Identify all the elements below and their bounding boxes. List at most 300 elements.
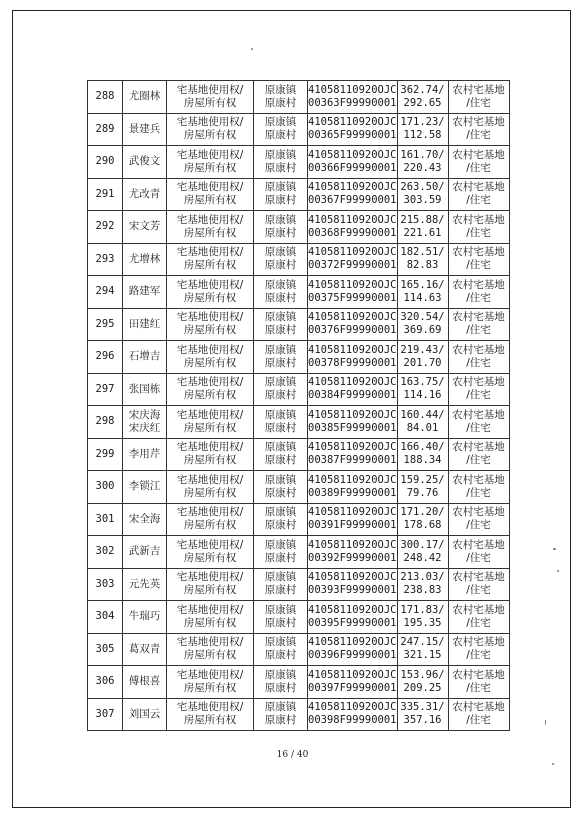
- cell-parcel-code-line: 00372F99990001: [308, 259, 397, 272]
- cell-land-use-line: /住宅: [466, 291, 491, 304]
- cell-location-line: 原康镇: [264, 603, 297, 616]
- cell-parcel-code-line: 41058110920OJC: [308, 701, 397, 714]
- cell-parcel-code-line: 41058110920OJC: [308, 83, 397, 96]
- cell-location-line: 原康村: [264, 454, 297, 467]
- cell-location-line: 原康镇: [264, 538, 297, 551]
- scan-speck: [553, 548, 556, 550]
- cell-parcel-code: [308, 536, 398, 569]
- cell-area: [397, 503, 448, 536]
- owner-name: 武新吉: [128, 545, 161, 558]
- cell-parcel-code-line: 00375F99990001: [308, 291, 397, 304]
- cell-right-type-line: 宅基地使用权/: [176, 246, 244, 259]
- cell-area-line: 215.88/: [400, 213, 445, 226]
- cell-location: [254, 601, 308, 634]
- cell-right-type: [167, 146, 254, 179]
- cell-row-number: 293: [88, 243, 123, 276]
- cell-parcel-code-line: 00393F99990001: [308, 584, 397, 597]
- table-row: [88, 568, 510, 601]
- cell-row-number: 300: [88, 471, 123, 504]
- cell-land-use-line: 农村宅基地: [452, 408, 505, 421]
- cell-owner-name: [123, 471, 167, 504]
- cell-location: [254, 536, 308, 569]
- cell-land-use-line: 农村宅基地: [452, 83, 505, 96]
- scan-speck: [251, 48, 253, 50]
- cell-land-use: [448, 438, 509, 471]
- cell-location: [254, 211, 308, 244]
- cell-right-type-line: 房屋所有权: [183, 96, 237, 109]
- cell-parcel-code-line: 00392F99990001: [308, 551, 397, 564]
- cell-right-type-line: 房屋所有权: [183, 226, 237, 239]
- cell-parcel-code-line: 41058110920OJC: [308, 311, 397, 324]
- cell-owner-name: [123, 276, 167, 309]
- cell-land-use-line: 农村宅基地: [452, 538, 505, 551]
- cell-land-use-line: 农村宅基地: [452, 278, 505, 291]
- cell-location-line: 原康镇: [264, 701, 297, 714]
- cell-row-number: 289: [88, 113, 123, 146]
- cell-row-number: 288: [88, 81, 123, 114]
- cell-land-use-line: /住宅: [466, 681, 491, 694]
- cell-area-line: 321.15: [403, 649, 442, 662]
- cell-row-number: 307: [88, 698, 123, 731]
- cell-land-use-line: 农村宅基地: [452, 311, 505, 324]
- owner-name: 张国栋: [128, 382, 161, 395]
- scan-speck: [552, 763, 554, 765]
- cell-right-type-line: 房屋所有权: [183, 356, 237, 369]
- cell-land-use-line: /住宅: [466, 161, 491, 174]
- cell-parcel-code: [308, 666, 398, 699]
- owner-name: 宋庆红: [128, 421, 161, 434]
- cell-land-use-line: 农村宅基地: [452, 571, 505, 584]
- cell-row-number: 296: [88, 341, 123, 374]
- cell-area: [397, 373, 448, 406]
- cell-land-use-line: /住宅: [466, 356, 491, 369]
- cell-location-line: 原康村: [264, 324, 297, 337]
- cell-parcel-code-line: 00385F99990001: [308, 421, 397, 434]
- cell-area-line: 221.61: [403, 226, 442, 239]
- cell-location: [254, 666, 308, 699]
- cell-area-line: 247.15/: [400, 636, 445, 649]
- cell-area-line: 238.83: [403, 584, 442, 597]
- owner-name: 尤增林: [128, 252, 161, 265]
- cell-location-line: 原康镇: [264, 181, 297, 194]
- cell-area: [397, 81, 448, 114]
- cell-parcel-code-line: 00396F99990001: [308, 649, 397, 662]
- cell-area: [397, 633, 448, 666]
- cell-parcel-code: [308, 568, 398, 601]
- cell-right-type: [167, 536, 254, 569]
- page-number: 16 / 40: [276, 750, 309, 760]
- cell-parcel-code: [308, 81, 398, 114]
- cell-row-number: 295: [88, 308, 123, 341]
- cell-right-type: [167, 601, 254, 634]
- cell-area-line: 84.01: [406, 421, 439, 434]
- cell-row-number: 304: [88, 601, 123, 634]
- owner-name: 葛双青: [128, 642, 161, 655]
- cell-land-use: [448, 698, 509, 731]
- cell-right-type: [167, 698, 254, 731]
- cell-area-line: 79.76: [406, 486, 439, 499]
- cell-location-line: 原康村: [264, 129, 297, 142]
- cell-parcel-code: [308, 178, 398, 211]
- cell-land-use-line: /住宅: [466, 226, 491, 239]
- cell-parcel-code: [308, 243, 398, 276]
- cell-land-use-line: /住宅: [466, 551, 491, 564]
- cell-land-use-line: /住宅: [466, 129, 491, 142]
- table-row: [88, 406, 510, 439]
- cell-land-use: [448, 601, 509, 634]
- cell-parcel-code-line: 00363F99990001: [308, 96, 397, 109]
- cell-land-use: [448, 666, 509, 699]
- cell-area-line: 209.25: [403, 681, 442, 694]
- cell-area-line: 213.03/: [400, 571, 445, 584]
- cell-right-type-line: 宅基地使用权/: [176, 701, 244, 714]
- cell-row-number: 291: [88, 178, 123, 211]
- cell-location-line: 原康村: [264, 259, 297, 272]
- cell-area-line: 292.65: [403, 96, 442, 109]
- cell-right-type: [167, 438, 254, 471]
- cell-location: [254, 373, 308, 406]
- cell-right-type-line: 房屋所有权: [183, 584, 237, 597]
- table-row: [88, 178, 510, 211]
- cell-land-use-line: /住宅: [466, 259, 491, 272]
- cell-area-line: 160.44/: [400, 408, 445, 421]
- cell-right-type-line: 宅基地使用权/: [176, 278, 244, 291]
- cell-right-type: [167, 276, 254, 309]
- cell-land-use-line: 农村宅基地: [452, 636, 505, 649]
- cell-parcel-code: [308, 113, 398, 146]
- cell-row-number: 290: [88, 146, 123, 179]
- cell-right-type-line: 宅基地使用权/: [176, 603, 244, 616]
- cell-area-line: 165.16/: [400, 278, 445, 291]
- cell-location-line: 原康镇: [264, 278, 297, 291]
- cell-parcel-code-line: 41058110920OJC: [308, 213, 397, 226]
- cell-land-use: [448, 471, 509, 504]
- cell-parcel-code-line: 00378F99990001: [308, 356, 397, 369]
- cell-right-type-line: 宅基地使用权/: [176, 473, 244, 486]
- cell-right-type-line: 宅基地使用权/: [176, 83, 244, 96]
- cell-location-line: 原康村: [264, 649, 297, 662]
- table-row: [88, 146, 510, 179]
- cell-owner-name: [123, 146, 167, 179]
- cell-land-use-line: /住宅: [466, 324, 491, 337]
- cell-right-type-line: 宅基地使用权/: [176, 571, 244, 584]
- cell-location-line: 原康镇: [264, 148, 297, 161]
- cell-right-type-line: 房屋所有权: [183, 551, 237, 564]
- cell-right-type-line: 房屋所有权: [183, 291, 237, 304]
- owner-name: 田建红: [128, 317, 161, 330]
- cell-parcel-code-line: 00367F99990001: [308, 194, 397, 207]
- cell-land-use: [448, 633, 509, 666]
- cell-parcel-code-line: 41058110920OJC: [308, 603, 397, 616]
- owner-name: 尤圈林: [128, 90, 161, 103]
- owner-name: 李锁江: [128, 480, 161, 493]
- cell-owner-name: [123, 503, 167, 536]
- cell-area: [397, 568, 448, 601]
- scan-speck: [545, 720, 546, 725]
- cell-parcel-code: [308, 276, 398, 309]
- cell-land-use: [448, 81, 509, 114]
- cell-parcel-code-line: 41058110920OJC: [308, 571, 397, 584]
- cell-right-type-line: 宅基地使用权/: [176, 636, 244, 649]
- cell-right-type-line: 房屋所有权: [183, 681, 237, 694]
- cell-location-line: 原康村: [264, 291, 297, 304]
- table-row: [88, 503, 510, 536]
- cell-location-line: 原康镇: [264, 246, 297, 259]
- cell-right-type-line: 房屋所有权: [183, 389, 237, 402]
- cell-area: [397, 406, 448, 439]
- cell-parcel-code-line: 41058110920OJC: [308, 636, 397, 649]
- cell-area-line: 182.51/: [400, 246, 445, 259]
- table-row: [88, 601, 510, 634]
- cell-area: [397, 308, 448, 341]
- cell-parcel-code-line: 00397F99990001: [308, 681, 397, 694]
- cell-parcel-code-line: 00368F99990001: [308, 226, 397, 239]
- table-row: [88, 341, 510, 374]
- cell-right-type-line: 宅基地使用权/: [176, 441, 244, 454]
- cell-location-line: 原康镇: [264, 83, 297, 96]
- owner-name: 傅根喜: [128, 675, 161, 688]
- cell-location: [254, 471, 308, 504]
- cell-row-number: 298: [88, 406, 123, 439]
- cell-location-line: 原康镇: [264, 116, 297, 129]
- cell-land-use: [448, 373, 509, 406]
- cell-area-line: 263.50/: [400, 181, 445, 194]
- cell-location-line: 原康村: [264, 356, 297, 369]
- cell-land-use: [448, 146, 509, 179]
- cell-area: [397, 113, 448, 146]
- cell-location-line: 原康村: [264, 551, 297, 564]
- cell-right-type-line: 宅基地使用权/: [176, 506, 244, 519]
- owner-name: 石增吉: [128, 350, 161, 363]
- table-row: [88, 243, 510, 276]
- cell-area-line: 219.43/: [400, 343, 445, 356]
- cell-owner-name: [123, 308, 167, 341]
- cell-location: [254, 81, 308, 114]
- cell-parcel-code-line: 00366F99990001: [308, 161, 397, 174]
- table-row: [88, 211, 510, 244]
- cell-parcel-code: [308, 471, 398, 504]
- cell-land-use: [448, 536, 509, 569]
- cell-area-line: 220.43: [403, 161, 442, 174]
- cell-right-type-line: 房屋所有权: [183, 194, 237, 207]
- cell-owner-name: [123, 341, 167, 374]
- cell-area: [397, 536, 448, 569]
- cell-land-use-line: 农村宅基地: [452, 213, 505, 226]
- cell-right-type: [167, 503, 254, 536]
- cell-row-number: 299: [88, 438, 123, 471]
- cell-location-line: 原康村: [264, 389, 297, 402]
- cell-right-type: [167, 81, 254, 114]
- cell-row-number: 294: [88, 276, 123, 309]
- cell-land-use-line: 农村宅基地: [452, 701, 505, 714]
- cell-right-type-line: 宅基地使用权/: [176, 311, 244, 324]
- cell-land-use-line: 农村宅基地: [452, 603, 505, 616]
- cell-right-type: [167, 406, 254, 439]
- cell-row-number: 301: [88, 503, 123, 536]
- cell-owner-name: [123, 81, 167, 114]
- cell-area-line: 153.96/: [400, 668, 445, 681]
- cell-land-use-line: /住宅: [466, 584, 491, 597]
- cell-land-use-line: 农村宅基地: [452, 116, 505, 129]
- cell-location: [254, 276, 308, 309]
- cell-right-type: [167, 666, 254, 699]
- table-row: [88, 438, 510, 471]
- cell-row-number: 303: [88, 568, 123, 601]
- cell-owner-name: [123, 113, 167, 146]
- table-row: [88, 633, 510, 666]
- cell-area-line: 320.54/: [400, 311, 445, 324]
- cell-parcel-code-line: 41058110920OJC: [308, 246, 397, 259]
- cell-owner-name: [123, 178, 167, 211]
- table-row: [88, 373, 510, 406]
- cell-location-line: 原康镇: [264, 408, 297, 421]
- cell-location-line: 原康村: [264, 519, 297, 532]
- cell-owner-name: [123, 536, 167, 569]
- cell-right-type: [167, 568, 254, 601]
- owner-name: 路建军: [128, 285, 161, 298]
- cell-land-use-line: /住宅: [466, 616, 491, 629]
- owner-name: 景建兵: [128, 122, 161, 135]
- cell-area: [397, 666, 448, 699]
- table-row: [88, 81, 510, 114]
- cell-right-type-line: 宅基地使用权/: [176, 116, 244, 129]
- cell-location-line: 原康村: [264, 681, 297, 694]
- cell-parcel-code-line: 41058110920OJC: [308, 148, 397, 161]
- owner-name: 宋全海: [128, 512, 161, 525]
- cell-parcel-code-line: 41058110920OJC: [308, 343, 397, 356]
- cell-location-line: 原康镇: [264, 506, 297, 519]
- cell-land-use-line: /住宅: [466, 519, 491, 532]
- cell-right-type: [167, 633, 254, 666]
- cell-right-type-line: 宅基地使用权/: [176, 668, 244, 681]
- cell-parcel-code-line: 00365F99990001: [308, 129, 397, 142]
- cell-parcel-code-line: 41058110920OJC: [308, 506, 397, 519]
- cell-right-type-line: 宅基地使用权/: [176, 538, 244, 551]
- cell-land-use-line: 农村宅基地: [452, 181, 505, 194]
- cell-location: [254, 406, 308, 439]
- cell-row-number: 306: [88, 666, 123, 699]
- cell-owner-name: [123, 373, 167, 406]
- cell-area-line: 300.17/: [400, 538, 445, 551]
- cell-area: [397, 471, 448, 504]
- cell-location-line: 原康村: [264, 486, 297, 499]
- cell-right-type-line: 宅基地使用权/: [176, 343, 244, 356]
- cell-land-use-line: 农村宅基地: [452, 473, 505, 486]
- cell-area: [397, 438, 448, 471]
- cell-parcel-code-line: 00376F99990001: [308, 324, 397, 337]
- cell-area-line: 171.20/: [400, 506, 445, 519]
- cell-right-type: [167, 243, 254, 276]
- cell-land-use-line: /住宅: [466, 96, 491, 109]
- cell-right-type-line: 房屋所有权: [183, 486, 237, 499]
- cell-right-type: [167, 211, 254, 244]
- cell-land-use: [448, 211, 509, 244]
- owner-name: 李用芹: [128, 447, 161, 460]
- table-row: [88, 276, 510, 309]
- cell-area: [397, 276, 448, 309]
- cell-area-line: 335.31/: [400, 701, 445, 714]
- cell-land-use-line: 农村宅基地: [452, 441, 505, 454]
- cell-location: [254, 503, 308, 536]
- owner-name: 刘国云: [128, 707, 161, 720]
- cell-land-use: [448, 113, 509, 146]
- table-row: [88, 308, 510, 341]
- cell-parcel-code: [308, 698, 398, 731]
- cell-parcel-code-line: 00395F99990001: [308, 616, 397, 629]
- owner-name: 宋文芳: [128, 220, 161, 233]
- cell-location-line: 原康镇: [264, 213, 297, 226]
- cell-parcel-code-line: 41058110920OJC: [308, 668, 397, 681]
- cell-location-line: 原康村: [264, 584, 297, 597]
- cell-area-line: 303.59: [403, 194, 442, 207]
- cell-area-line: 171.83/: [400, 603, 445, 616]
- cell-area: [397, 178, 448, 211]
- cell-parcel-code-line: 41058110920OJC: [308, 376, 397, 389]
- cell-location: [254, 341, 308, 374]
- cell-location: [254, 308, 308, 341]
- cell-owner-name: [123, 438, 167, 471]
- cell-parcel-code: [308, 601, 398, 634]
- cell-right-type-line: 宅基地使用权/: [176, 408, 244, 421]
- cell-owner-name: [123, 601, 167, 634]
- cell-right-type: [167, 308, 254, 341]
- cell-land-use: [448, 243, 509, 276]
- cell-parcel-code-line: 00384F99990001: [308, 389, 397, 402]
- cell-area-line: 178.68: [403, 519, 442, 532]
- cell-location-line: 原康镇: [264, 376, 297, 389]
- cell-land-use-line: 农村宅基地: [452, 343, 505, 356]
- owner-name: 元先英: [128, 577, 161, 590]
- cell-right-type-line: 房屋所有权: [183, 161, 237, 174]
- cell-parcel-code-line: 41058110920OJC: [308, 408, 397, 421]
- cell-location: [254, 113, 308, 146]
- cell-parcel-code-line: 41058110920OJC: [308, 116, 397, 129]
- cell-parcel-code: [308, 503, 398, 536]
- cell-right-type-line: 宅基地使用权/: [176, 148, 244, 161]
- cell-parcel-code-line: 41058110920OJC: [308, 278, 397, 291]
- table-row: [88, 113, 510, 146]
- cell-location-line: 原康村: [264, 421, 297, 434]
- cell-owner-name: [123, 243, 167, 276]
- cell-area-line: 195.35: [403, 616, 442, 629]
- cell-right-type-line: 房屋所有权: [183, 129, 237, 142]
- owner-name: 牛瑞巧: [128, 610, 161, 623]
- cell-area-line: 188.34: [403, 454, 442, 467]
- cell-land-use-line: /住宅: [466, 486, 491, 499]
- cell-area-line: 114.16: [403, 389, 442, 402]
- cell-area-line: 161.70/: [400, 148, 445, 161]
- cell-location-line: 原康镇: [264, 571, 297, 584]
- cell-right-type: [167, 373, 254, 406]
- cell-land-use-line: 农村宅基地: [452, 376, 505, 389]
- cell-right-type-line: 宅基地使用权/: [176, 213, 244, 226]
- cell-location: [254, 438, 308, 471]
- cell-owner-name: [123, 633, 167, 666]
- cell-land-use-line: /住宅: [466, 714, 491, 727]
- cell-land-use-line: /住宅: [466, 454, 491, 467]
- table-row: [88, 698, 510, 731]
- cell-right-type-line: 房屋所有权: [183, 259, 237, 272]
- cell-owner-name: [123, 211, 167, 244]
- cell-area: [397, 341, 448, 374]
- cell-location-line: 原康镇: [264, 473, 297, 486]
- cell-area-line: 362.74/: [400, 83, 445, 96]
- cell-right-type-line: 房屋所有权: [183, 324, 237, 337]
- cell-location-line: 原康村: [264, 161, 297, 174]
- cell-location-line: 原康村: [264, 714, 297, 727]
- cell-area: [397, 211, 448, 244]
- cell-parcel-code-line: 41058110920OJC: [308, 441, 397, 454]
